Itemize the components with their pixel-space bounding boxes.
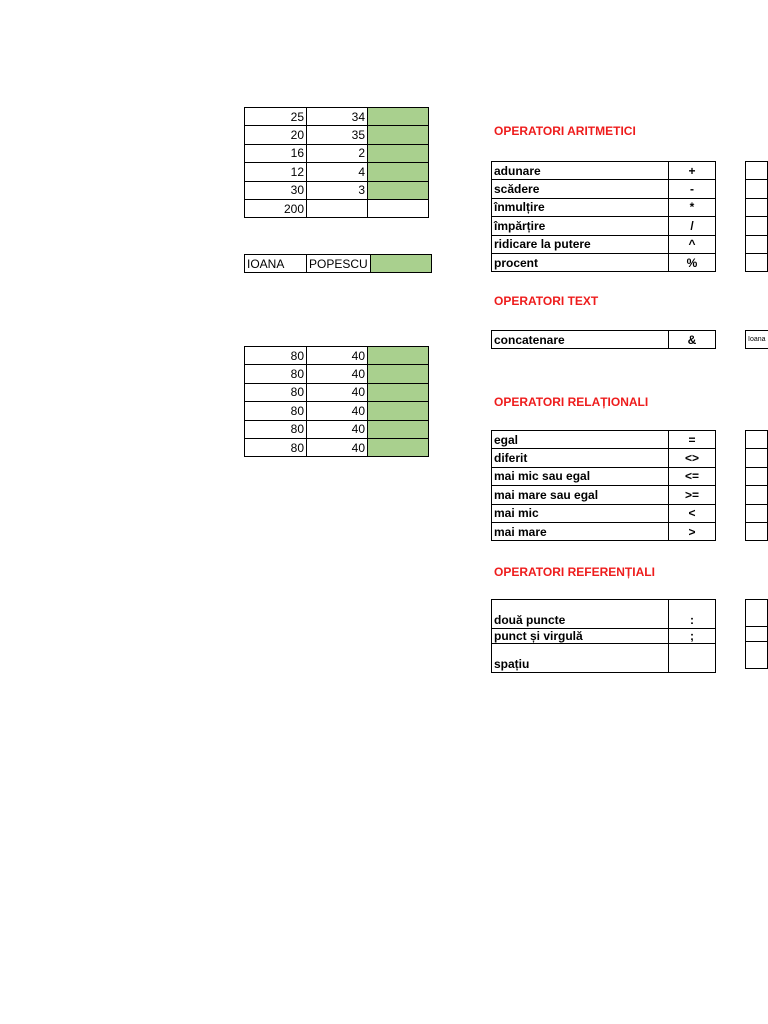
table-row xyxy=(492,600,716,629)
text-data-table xyxy=(244,254,432,273)
result-cell[interactable] xyxy=(746,217,768,235)
operator-symbol[interactable]: <> xyxy=(669,449,716,467)
operator-symbol[interactable] xyxy=(669,644,716,673)
cell[interactable]: 80 xyxy=(245,402,307,420)
table-row xyxy=(492,486,716,504)
operator-name[interactable]: ridicare la putere xyxy=(492,235,669,253)
operator-symbol[interactable]: * xyxy=(669,198,716,216)
result-cell[interactable] xyxy=(746,504,768,522)
table-row xyxy=(492,449,716,467)
table-row xyxy=(245,365,429,383)
result-cell[interactable] xyxy=(368,365,429,383)
cell[interactable]: 40 xyxy=(307,383,368,401)
first-name-cell[interactable]: IOANA xyxy=(245,255,307,273)
cell[interactable]: 200 xyxy=(245,199,307,217)
result-cell[interactable] xyxy=(746,253,768,271)
result-cell[interactable] xyxy=(746,431,768,449)
result-cell[interactable] xyxy=(746,235,768,253)
table-row xyxy=(245,126,429,144)
operator-name[interactable]: concatenare xyxy=(492,331,669,349)
cell[interactable]: 25 xyxy=(245,108,307,126)
operator-symbol[interactable]: <= xyxy=(669,467,716,485)
heading-text: OPERATORI TEXT xyxy=(494,294,599,308)
operator-symbol[interactable]: ^ xyxy=(669,235,716,253)
operator-symbol[interactable]: / xyxy=(669,217,716,235)
last-name-cell[interactable]: POPESCU xyxy=(307,255,371,273)
operator-symbol[interactable]: % xyxy=(669,253,716,271)
operator-name[interactable]: două puncte xyxy=(492,600,669,629)
table-row xyxy=(245,438,429,456)
operator-name[interactable]: egal xyxy=(492,431,669,449)
operator-symbol[interactable]: > xyxy=(669,522,716,540)
cell[interactable] xyxy=(368,199,429,217)
table-row xyxy=(245,255,432,273)
cell[interactable]: 35 xyxy=(307,126,368,144)
cell[interactable]: 20 xyxy=(245,126,307,144)
cell[interactable] xyxy=(307,199,368,217)
heading-arithmetic: OPERATORI ARITMETICI xyxy=(494,124,636,138)
operator-name[interactable]: procent xyxy=(492,253,669,271)
text-operators-table xyxy=(491,330,716,349)
result-cell[interactable] xyxy=(746,522,768,540)
cell[interactable]: 2 xyxy=(307,144,368,162)
referential-results-table xyxy=(745,599,768,669)
table-row xyxy=(492,522,716,540)
cell[interactable]: 16 xyxy=(245,144,307,162)
cell[interactable]: 40 xyxy=(307,402,368,420)
result-cell[interactable] xyxy=(368,383,429,401)
operator-symbol[interactable]: ; xyxy=(669,629,716,644)
table-row xyxy=(245,181,429,199)
result-cell[interactable]: Ioana xyxy=(746,331,768,349)
result-cell[interactable] xyxy=(746,642,768,669)
table-row xyxy=(492,162,716,180)
table-row xyxy=(245,402,429,420)
cell[interactable]: 80 xyxy=(245,365,307,383)
relational-data-table xyxy=(244,346,429,457)
table-row xyxy=(492,180,716,198)
result-cell[interactable] xyxy=(368,144,429,162)
operator-symbol[interactable]: & xyxy=(669,331,716,349)
heading-relational: OPERATORI RELAȚIONALI xyxy=(494,395,649,409)
cell[interactable]: 4 xyxy=(307,163,368,181)
result-cell[interactable] xyxy=(368,163,429,181)
cell[interactable]: 40 xyxy=(307,420,368,438)
result-cell[interactable] xyxy=(746,198,768,216)
table-row xyxy=(245,347,429,365)
result-cell[interactable] xyxy=(746,162,768,180)
table-row xyxy=(492,331,716,349)
result-cell[interactable] xyxy=(746,627,768,642)
operator-symbol[interactable]: >= xyxy=(669,486,716,504)
table-row xyxy=(245,383,429,401)
result-cell[interactable] xyxy=(746,486,768,504)
operator-name[interactable]: punct și virgulă xyxy=(492,629,669,644)
operator-name[interactable]: mai mic sau egal xyxy=(492,467,669,485)
cell[interactable]: 40 xyxy=(307,438,368,456)
operator-symbol[interactable]: < xyxy=(669,504,716,522)
cell[interactable]: 3 xyxy=(307,181,368,199)
text-results-table xyxy=(745,330,768,349)
result-cell[interactable] xyxy=(746,467,768,485)
arithmetic-operators-table xyxy=(491,161,716,272)
heading-referential: OPERATORI REFERENȚIALI xyxy=(494,565,655,579)
cell[interactable]: 12 xyxy=(245,163,307,181)
table-row xyxy=(492,467,716,485)
cell[interactable]: 30 xyxy=(245,181,307,199)
table-row xyxy=(492,629,716,644)
table-row xyxy=(492,217,716,235)
table-row xyxy=(492,504,716,522)
result-cell[interactable] xyxy=(368,108,429,126)
table-row xyxy=(492,235,716,253)
operator-name[interactable]: înmulțire xyxy=(492,198,669,216)
table-row xyxy=(492,253,716,271)
cell[interactable]: 80 xyxy=(245,438,307,456)
referential-operators-table xyxy=(491,599,716,673)
result-cell[interactable] xyxy=(368,420,429,438)
table-row xyxy=(245,199,429,217)
result-cell[interactable] xyxy=(368,347,429,365)
cell[interactable]: 40 xyxy=(307,365,368,383)
relational-results-table xyxy=(745,430,768,541)
arithmetic-results-table xyxy=(745,161,768,272)
operator-symbol[interactable]: - xyxy=(669,180,716,198)
cell[interactable]: 40 xyxy=(307,347,368,365)
relational-operators-table xyxy=(491,430,716,541)
table-row xyxy=(492,644,716,673)
result-cell[interactable] xyxy=(746,180,768,198)
result-cell[interactable] xyxy=(368,402,429,420)
operator-name[interactable]: scădere xyxy=(492,180,669,198)
result-cell[interactable] xyxy=(368,126,429,144)
result-cell[interactable] xyxy=(368,438,429,456)
table-row xyxy=(245,144,429,162)
cell[interactable]: 80 xyxy=(245,420,307,438)
operator-name[interactable]: mai mare xyxy=(492,522,669,540)
arithmetic-data-table xyxy=(244,107,429,218)
cell[interactable]: 80 xyxy=(245,347,307,365)
operator-symbol[interactable]: : xyxy=(669,600,716,629)
table-row xyxy=(245,420,429,438)
operator-name[interactable]: adunare xyxy=(492,162,669,180)
table-row xyxy=(492,198,716,216)
operator-name[interactable]: diferit xyxy=(492,449,669,467)
operator-name[interactable]: spațiu xyxy=(492,644,669,673)
table-row xyxy=(245,163,429,181)
operator-name[interactable]: mai mare sau egal xyxy=(492,486,669,504)
operator-name[interactable]: împărțire xyxy=(492,217,669,235)
operator-symbol[interactable]: = xyxy=(669,431,716,449)
table-row xyxy=(492,431,716,449)
operator-symbol[interactable]: + xyxy=(669,162,716,180)
cell[interactable]: 80 xyxy=(245,383,307,401)
result-cell[interactable] xyxy=(746,449,768,467)
result-cell[interactable] xyxy=(368,181,429,199)
result-cell[interactable] xyxy=(746,600,768,627)
cell[interactable]: 34 xyxy=(307,108,368,126)
result-cell[interactable] xyxy=(370,255,431,273)
operator-name[interactable]: mai mic xyxy=(492,504,669,522)
table-row xyxy=(245,108,429,126)
